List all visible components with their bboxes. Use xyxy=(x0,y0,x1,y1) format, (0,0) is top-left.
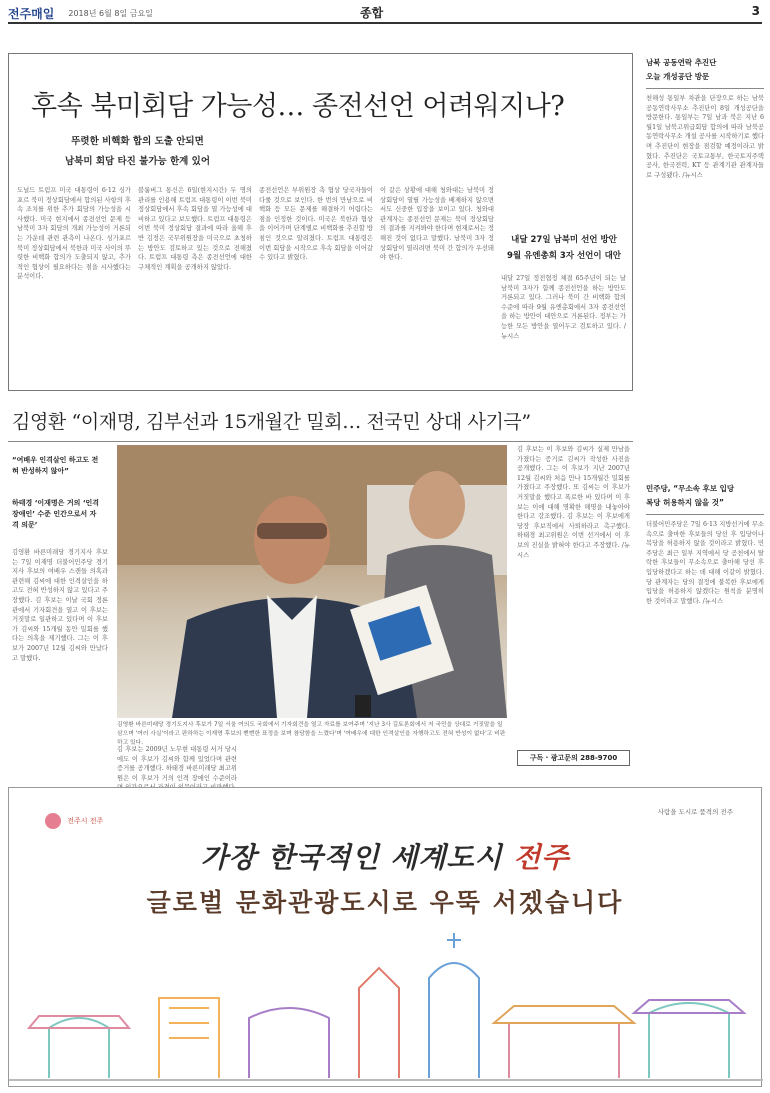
story1-headline[interactable]: 후속 북미회담 가능성… 종전선언 어려워지나? xyxy=(31,91,565,122)
story1-column-1: 도널드 트럼프 미국 대통령이 6·12 싱가포르 북미 정상회담에서 합의된 사항의 후속 조치를 위한 추가 회담의 가능성을 시사했다. 미국 현지에서 종전선언 문제 등 남북미 3자 회담의 개최 가능성이 거론되는 가운데 관련 관측이 나온다. 싱가포르 북미 정상회담에서 북한과 미국 사이의 뚜렷한 비핵화 합의가 도출되지 않고, 추가적인 협상이 필요하다는 점을 시사했다는 분석이다. xyxy=(17,187,131,281)
story1-subhead xyxy=(55,132,220,172)
city-emblem-icon xyxy=(45,813,61,829)
story1-column-2: 블룸버그 통신은 6일(현지시간) 두 명의 관리를 인용해 트럼프 대통령이 이번 북미 정상회담에서 후속 회담을 열 가능성에 대비하고 있다고 보도했다. 트럼프 대통령은 이번 북미 정상회담 결과에 따라 올해 후반 김정은 국무위원장을 미국으로 초청하는 방안도 검토하고 있는 것으로 전해졌다. 트럼프 대통령 측은 종전선언에 대한 구체적인 계획을 공개하지 않았다. xyxy=(138,187,252,271)
right-story2-body: 더불어민주당은 7일 6·13 지방선거에 무소속으로 출마한 후보들의 당선 후 입당이나 복당을 허용하지 않을 것이라고 밝혔다. 민주당은 최근 일부 지역에서 당 공천에서 탈락한 후보들이 무소속으로 출마해 당선 후 입당하겠다고 하는 데 대해 이같이 밝혔다. 당 관계자는 당의 결정에 불복한 후보에게 입당을 허용하지 않겠다는 원칙을 분명히 한 것이라고 말했다. /뉴시스 xyxy=(646,521,764,605)
ad-headline-city: 전주 xyxy=(513,841,570,874)
story2-divider xyxy=(8,441,633,442)
skyline-tower xyxy=(359,968,399,1078)
photo-illustration xyxy=(117,445,507,718)
ad-headline-text: 가장 한국적인 세계도시 xyxy=(200,841,514,874)
ad-headline xyxy=(9,836,761,876)
right-story2-title-line1: 민주당, “무소속 후보 입당 xyxy=(646,484,735,493)
story1-subhead-line1: 뚜렷한 비핵화 합의 도출 안되면 xyxy=(71,136,204,147)
microphone xyxy=(355,695,371,717)
skyline-pavilion-roof xyxy=(494,1006,634,1023)
right-story1-body: 천해성 통일부 차관을 단장으로 하는 남북공동연락사무소 추진단이 8일 개성공단을 방문한다. 통일부는 7일 남과 북은 지난 6월1일 남북고위급회담 합의에 따라 남북공동연락사무소 개설 공사를 시작하기로 했다며 추진단이 현장을 점검할 예정이라고 밝혔다. 추진단은 국토교통부, 한국토지주택공사, 한국전력, KT 등 관계기관 관계자들로 구성됐다. /뉴시스 xyxy=(646,95,764,179)
skyline-building-1-floors xyxy=(169,1008,209,1038)
story2-subhead-2: 하태경 ‘이재명은 거의 ‘인격 장애인’ 수준 인간으로서 자격 의문’ xyxy=(12,499,100,529)
story1-column-3: 종전선언은 부위원장 측 협상 당국자들이 다룰 것으로 보인다. 한 번의 만남으로 비핵화 등 모든 문제를 해결하기 어렵다는 점을 인정한 것이다. 미국은 북한과 협상을 이어가며 단계별로 비핵화를 추진할 방침인 것으로 알려졌다. 트럼프 대통령은 이번 회담을 시작으로 후속 회담을 이어갈 수 있다고 밝혔다. xyxy=(259,187,373,262)
story2-headline[interactable]: 김영환 “이재명, 김부선과 15개월간 밀회… 전국민 상대 사기극” xyxy=(12,411,531,433)
ad-logo-text: 전주시 전주 xyxy=(67,817,104,825)
ad-tagline-right: 사람을 도시로 품격의 전주 xyxy=(657,808,733,816)
press-conference-photo[interactable] xyxy=(117,445,507,718)
story1-subhead-line2: 남북미 회담 타진 불가능 한계 있어 xyxy=(64,156,210,167)
second-person-head xyxy=(409,471,465,539)
story2-column-1: 김영환 바른미래당 경기지사 후보는 7일 이재명 더불어민주당 경기지사 후보의 여배우 스캔들 의혹과 관련해 김씨에 대한 인격살인을 하고도 전혀 반성하지 않고 있다고 주장했다. 김 후보는 이날 국회 정론관에서 기자회견을 열고 이 후보는 거짓말로 일관하고 있다며 이 후보가 김씨와 15개월 동안 밀회를 했다는 의혹을 제기했다. 그는 이 후보가 2007년 12월 김씨와 만났다고 말했다. xyxy=(12,549,108,662)
speaker-glasses xyxy=(257,523,327,539)
newspaper-logo[interactable]: 전주매일 xyxy=(8,6,55,21)
masthead xyxy=(8,4,762,24)
right-story1-title-line2: 오늘 개성공단 방문 xyxy=(646,72,710,81)
right-story1-title[interactable] xyxy=(646,56,764,84)
ad-city-skyline-illustration xyxy=(9,928,763,1088)
subscription-notice[interactable]: 구독 · 광고문의 288-9700 xyxy=(517,750,630,766)
ad-logo-left xyxy=(45,813,103,829)
skyline-hall xyxy=(249,1008,329,1078)
skyline-gate-right xyxy=(649,1003,729,1078)
skyline-roof-right xyxy=(634,1000,744,1013)
story2-column-3: 김 후보는 이 후보와 김씨가 실제 만남을 가졌다는 증거로 김씨가 작성한 사진을 공개했다. 그는 이 후보가 지난 2007년 12월 김씨와 처음 만나 15개월간 밀회를 가졌다고 주장했다. 또 김씨는 이 후보가 거짓말을 했다고 폭로한 바 있다며 이 후보는 이에 대해 명확한 해명을 내놓아야 한다고 강조했다. 김 후보는 이 후보에게 당장 후보직에서 사퇴하라고 촉구했다. 하태경 최고위원은 이번 선거에서 이 후보의 진실을 밝혀야 한다고 주장했다. /뉴시스 xyxy=(517,446,630,559)
right-story2-title-line2: 복당 허용하지 않을 것” xyxy=(646,498,724,507)
ad-slogan: 글로벌 문화관광도시로 우뚝 서겠습니다 xyxy=(146,888,624,917)
speaker-head xyxy=(254,496,330,584)
story1-column-4: 이 같은 상황에 대해 청와대는 남북미 정상회담이 열릴 가능성을 배제하지 않으면서도 신중한 입장을 보이고 있다. 청와대 관계자는 종전선언 문제는 북미 정상회담의 결과를 지켜봐야 한다며 현재로서는 정해진 것이 없다고 말했다. 남북미 3자 정상회담이 열리려면 북미 간 합의가 우선돼야 한다. xyxy=(380,187,494,262)
skyline-pavilion xyxy=(509,1023,619,1078)
story1-mid-subhead xyxy=(499,232,629,264)
right-story1-title-line1: 남북 공동연락 추진단 xyxy=(646,58,717,67)
right-story1-rule xyxy=(646,88,764,89)
right-story2-title[interactable] xyxy=(646,482,764,510)
story2-subhead-1: “여배우 인격살인 하고도 전혀 반성하지 않아” xyxy=(12,456,99,475)
page-number: 3 xyxy=(751,4,760,18)
skyline-cross xyxy=(447,933,461,948)
section-title: 종합 xyxy=(360,6,384,20)
story1-mid-subhead-line2: 9월 유엔총회 3자 선언이 대안 xyxy=(507,251,621,261)
top-story-box xyxy=(8,53,633,391)
issue-date: 2018년 6월 8일 금요일 xyxy=(68,8,153,18)
story1-mid-subhead-line1: 내달 27일 남북미 선언 방안 xyxy=(511,235,617,245)
city-advertisement[interactable] xyxy=(8,787,762,1087)
photo-caption: 김영환 바른미래당 경기도지사 후보가 7일 서울 여의도 국회에서 기자회견을 열고 자료를 보여주며 '지난 3사 길토론회에서 저 국민을 상대로 거짓말을 일삼으며 '여러 사실'이라고 판하하는 이재명 후보의 뻔뻔한 표정을 보며 참담함을 느꼈다'며 '여배우에 대한 인격살인을 자행하고도 전혀 반성이 없다'고 비판하고 있다. xyxy=(117,722,506,746)
story1-column-5: 내달 27일 정전협정 체결 65주년이 되는 날 남북미 3자가 함께 종전선언을 하는 방안도 거론되고 있다. 그러나 북미 간 비핵화 합의 수준에 따라 9월 유엔총회에서 3자 종전선언을 하는 방안이 대안으로 거론된다. 정부는 가능한 모든 방안을 열어두고 검토하고 있다. /뉴시스 xyxy=(501,275,626,340)
right-story2-rule xyxy=(646,514,764,515)
skyline-cathedral xyxy=(429,963,479,1078)
story2-column-2: 김 후보는 2009년 노무현 대통령 서거 당시에도 이 후보가 김씨와 함께 있었다며 관련 증거를 공개했다. 하태경 바른미래당 최고위원은 이 후보가 거의 인격 장애인 수준이라 xyxy=(117,746,237,782)
